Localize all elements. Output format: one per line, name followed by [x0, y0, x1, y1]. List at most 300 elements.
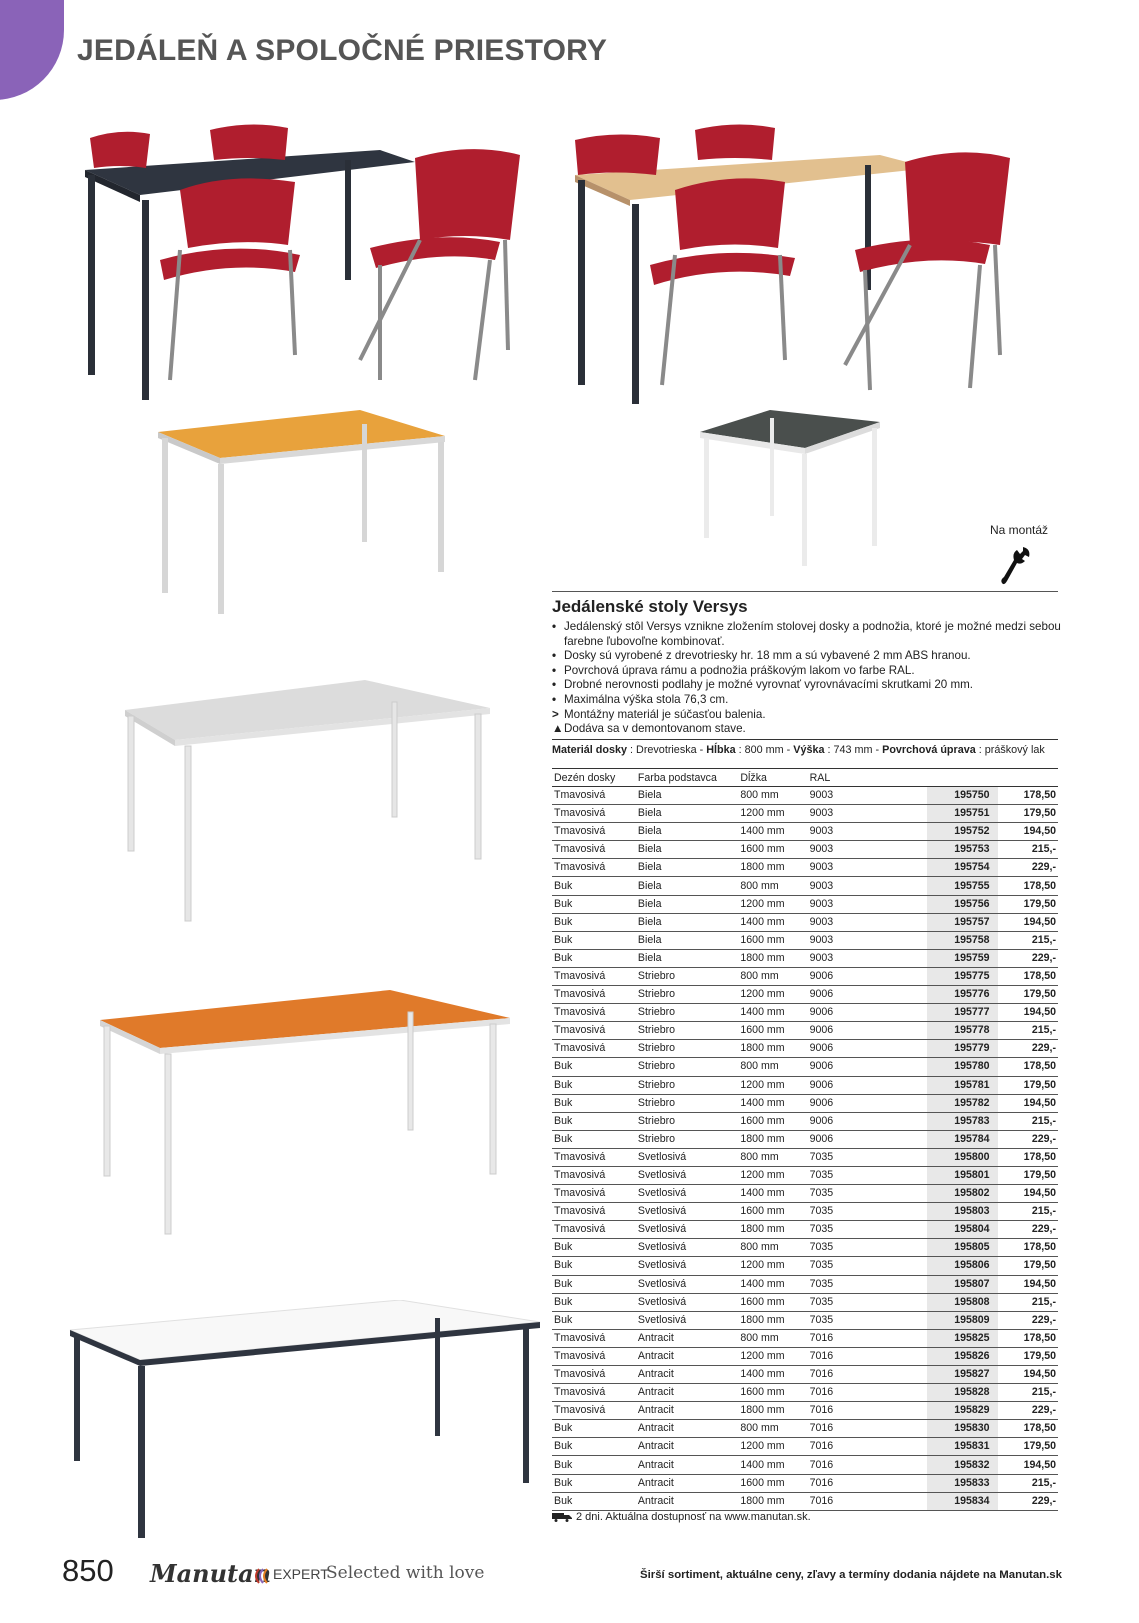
- cell-length: 1600 mm: [738, 1293, 807, 1311]
- cell-price: 215,-: [998, 1112, 1058, 1130]
- page-title: JEDÁLEŇ A SPOLOČNÉ PRIESTORY: [77, 34, 608, 67]
- cell-board: Tmavosivá: [552, 1329, 636, 1347]
- cell-frame: Biela: [636, 949, 738, 967]
- cell-code: 195779: [927, 1040, 997, 1058]
- cell-length: 1200 mm: [738, 1347, 807, 1365]
- cell-code: 195781: [927, 1076, 997, 1094]
- cell-board: Buk: [552, 1311, 636, 1329]
- cell-length: 1400 mm: [738, 1185, 807, 1203]
- cell-ral: 9003: [808, 805, 928, 823]
- cell-code: 195776: [927, 986, 997, 1004]
- cell-price: 179,50: [998, 805, 1058, 823]
- cell-price: 229,-: [998, 1040, 1058, 1058]
- table-row: [552, 787, 1058, 805]
- cell-code: 195750: [927, 787, 997, 805]
- table-row: [552, 986, 1058, 1004]
- cell-length: 1200 mm: [738, 1076, 807, 1094]
- cell-code: 195775: [927, 967, 997, 985]
- cell-ral: 9003: [808, 895, 928, 913]
- cell-board: Tmavosivá: [552, 1203, 636, 1221]
- cell-length: 1400 mm: [738, 1275, 807, 1293]
- cell-price: 229,-: [998, 949, 1058, 967]
- cell-code: 195802: [927, 1185, 997, 1203]
- cell-code: 195829: [927, 1402, 997, 1420]
- cell-code: 195806: [927, 1257, 997, 1275]
- cell-frame: Svetlosivá: [636, 1185, 738, 1203]
- cell-frame: Svetlosivá: [636, 1293, 738, 1311]
- table-row: [552, 913, 1058, 931]
- cell-ral: 9006: [808, 1112, 928, 1130]
- cell-ral: 9006: [808, 1022, 928, 1040]
- availability-note: 2 dni. Aktuálna dostupnosť na www.manutan.sk.: [552, 1511, 811, 1523]
- cell-price: 178,50: [998, 1058, 1058, 1076]
- cell-frame: Svetlosivá: [636, 1221, 738, 1239]
- table-row: [552, 823, 1058, 841]
- table-row: [552, 877, 1058, 895]
- cell-board: Buk: [552, 1239, 636, 1257]
- table-row: [552, 1420, 1058, 1438]
- cell-board: Tmavosivá: [552, 787, 636, 805]
- cell-code: 195777: [927, 1004, 997, 1022]
- cell-frame: Striebro: [636, 1040, 738, 1058]
- table-row: [552, 1329, 1058, 1347]
- cell-code: 195753: [927, 841, 997, 859]
- cell-length: 1800 mm: [738, 1040, 807, 1058]
- cell-ral: 7016: [808, 1456, 928, 1474]
- cell-code: 195825: [927, 1329, 997, 1347]
- cell-price: 229,-: [998, 1492, 1058, 1510]
- table-row: [552, 1438, 1058, 1456]
- cell-ral: 7016: [808, 1347, 928, 1365]
- cell-ral: 7035: [808, 1148, 928, 1166]
- cell-price: 229,-: [998, 1311, 1058, 1329]
- dining-set-dark-photo: [80, 120, 540, 400]
- cell-code: 195801: [927, 1166, 997, 1184]
- cell-frame: Antracit: [636, 1366, 738, 1384]
- cell-ral: 9003: [808, 913, 928, 931]
- cell-ral: 9006: [808, 1130, 928, 1148]
- table-grey-white-photo: [110, 680, 510, 930]
- cell-length: 800 mm: [738, 967, 807, 985]
- cell-price: 215,-: [998, 1293, 1058, 1311]
- cell-length: 1800 mm: [738, 1492, 807, 1510]
- table-row: [552, 1402, 1058, 1420]
- table-row: [552, 859, 1058, 877]
- cell-board: Buk: [552, 949, 636, 967]
- cell-length: 1400 mm: [738, 913, 807, 931]
- cell-price: 229,-: [998, 1221, 1058, 1239]
- cell-length: 800 mm: [738, 1058, 807, 1076]
- cell-length: 1400 mm: [738, 1366, 807, 1384]
- cell-code: 195778: [927, 1022, 997, 1040]
- cell-board: Buk: [552, 1112, 636, 1130]
- cell-length: 1200 mm: [738, 1438, 807, 1456]
- table-row: [552, 1257, 1058, 1275]
- cell-price: 178,50: [998, 1329, 1058, 1347]
- cell-code: 195752: [927, 823, 997, 841]
- cell-ral: 9003: [808, 859, 928, 877]
- cell-length: 1200 mm: [738, 1166, 807, 1184]
- cell-length: 1600 mm: [738, 1203, 807, 1221]
- cell-code: 195828: [927, 1384, 997, 1402]
- cell-code: 195751: [927, 805, 997, 823]
- corner-accent: [0, 0, 64, 100]
- cell-ral: 7035: [808, 1293, 928, 1311]
- cell-board: Tmavosivá: [552, 1022, 636, 1040]
- cell-board: Buk: [552, 1076, 636, 1094]
- cell-price: 194,50: [998, 1275, 1058, 1293]
- cell-ral: 7035: [808, 1166, 928, 1184]
- logo-waves-icon: [251, 1566, 271, 1586]
- cell-frame: Antracit: [636, 1456, 738, 1474]
- cell-board: Tmavosivá: [552, 1347, 636, 1365]
- feature-item: ▲ Dodáva sa v demontovanom stave.: [552, 722, 746, 736]
- cell-code: 195805: [927, 1239, 997, 1257]
- cell-price: 178,50: [998, 1239, 1058, 1257]
- table-row: [552, 841, 1058, 859]
- cell-length: 1600 mm: [738, 931, 807, 949]
- cell-frame: Svetlosivá: [636, 1239, 738, 1257]
- cell-board: Tmavosivá: [552, 1166, 636, 1184]
- column-header: RAL: [808, 769, 928, 787]
- cell-frame: Antracit: [636, 1384, 738, 1402]
- cell-length: 1600 mm: [738, 1022, 807, 1040]
- cell-price: 179,50: [998, 1076, 1058, 1094]
- cell-price: 178,50: [998, 877, 1058, 895]
- cell-length: 1200 mm: [738, 805, 807, 823]
- cell-price: 215,-: [998, 931, 1058, 949]
- cell-ral: 7035: [808, 1221, 928, 1239]
- cell-price: 215,-: [998, 1474, 1058, 1492]
- cell-board: Buk: [552, 1438, 636, 1456]
- cell-ral: 7016: [808, 1474, 928, 1492]
- table-row: [552, 1293, 1058, 1311]
- cell-code: 195834: [927, 1492, 997, 1510]
- cell-ral: 9006: [808, 1076, 928, 1094]
- cell-code: 195832: [927, 1456, 997, 1474]
- cell-length: 1800 mm: [738, 1402, 807, 1420]
- cell-ral: 9003: [808, 787, 928, 805]
- table-row: [552, 895, 1058, 913]
- cell-frame: Biela: [636, 787, 738, 805]
- cell-price: 178,50: [998, 967, 1058, 985]
- cell-frame: Biela: [636, 931, 738, 949]
- product-title: Jedálenské stoly Versys: [552, 597, 748, 616]
- table-row: [552, 1166, 1058, 1184]
- cell-ral: 7016: [808, 1329, 928, 1347]
- cell-board: Buk: [552, 1094, 636, 1112]
- table-row: [552, 1058, 1058, 1076]
- cell-ral: 9006: [808, 1058, 928, 1076]
- cell-board: Tmavosivá: [552, 967, 636, 985]
- cell-ral: 9003: [808, 877, 928, 895]
- cell-ral: 9003: [808, 931, 928, 949]
- cell-code: 195803: [927, 1203, 997, 1221]
- tagline: Selected with love: [326, 1563, 485, 1583]
- cell-board: Tmavosivá: [552, 805, 636, 823]
- cell-ral: 7035: [808, 1311, 928, 1329]
- cell-frame: Antracit: [636, 1402, 738, 1420]
- column-header: Dezén dosky: [552, 769, 636, 787]
- cell-board: Tmavosivá: [552, 841, 636, 859]
- cell-board: Tmavosivá: [552, 1148, 636, 1166]
- cell-length: 800 mm: [738, 1239, 807, 1257]
- cell-board: Buk: [552, 931, 636, 949]
- cell-frame: Striebro: [636, 1004, 738, 1022]
- cell-ral: 7016: [808, 1384, 928, 1402]
- page-number: 850: [62, 1553, 114, 1588]
- section-divider: [552, 591, 1058, 592]
- table-row: [552, 1185, 1058, 1203]
- cell-price: 229,-: [998, 1130, 1058, 1148]
- cell-code: 195804: [927, 1221, 997, 1239]
- table-white-anthracite-photo: [60, 1300, 550, 1540]
- cell-price: 194,50: [998, 1094, 1058, 1112]
- cell-code: 195809: [927, 1311, 997, 1329]
- feature-item: • Drobné nerovnosti podlahy je možné vyrovnať vyrovnávacími skrutkami 20 mm.: [552, 678, 974, 692]
- cell-ral: 7035: [808, 1257, 928, 1275]
- cell-ral: 7016: [808, 1402, 928, 1420]
- cell-frame: Biela: [636, 859, 738, 877]
- cell-length: 1800 mm: [738, 949, 807, 967]
- table-row: [552, 1347, 1058, 1365]
- cell-frame: Svetlosivá: [636, 1275, 738, 1293]
- cell-length: 1200 mm: [738, 895, 807, 913]
- cell-frame: Biela: [636, 877, 738, 895]
- cell-code: 195807: [927, 1275, 997, 1293]
- cell-frame: Striebro: [636, 986, 738, 1004]
- cell-board: Tmavosivá: [552, 859, 636, 877]
- cell-frame: Antracit: [636, 1420, 738, 1438]
- cell-ral: 7016: [808, 1420, 928, 1438]
- cell-length: 1600 mm: [738, 1112, 807, 1130]
- cell-code: 195833: [927, 1474, 997, 1492]
- cell-frame: Biela: [636, 913, 738, 931]
- cell-frame: Antracit: [636, 1329, 738, 1347]
- table-beech-white-photo: [150, 410, 460, 630]
- cell-code: 195759: [927, 949, 997, 967]
- cell-code: 195780: [927, 1058, 997, 1076]
- cell-code: 195784: [927, 1130, 997, 1148]
- cell-length: 1800 mm: [738, 859, 807, 877]
- table-row: [552, 1203, 1058, 1221]
- cell-board: Tmavosivá: [552, 1004, 636, 1022]
- cell-length: 800 mm: [738, 877, 807, 895]
- cell-ral: 9006: [808, 1040, 928, 1058]
- cell-board: Buk: [552, 1058, 636, 1076]
- cell-price: 194,50: [998, 823, 1058, 841]
- feature-list: [552, 620, 1062, 737]
- feature-item: > Montážny materiál je súčasťou balenia.: [552, 707, 766, 721]
- table-row: [552, 1094, 1058, 1112]
- cell-board: Buk: [552, 895, 636, 913]
- table-row: [552, 1275, 1058, 1293]
- feature-item: • Dosky sú vyrobené z drevotriesky hr. 18 mm a sú vybavené 2 mm ABS hranou.: [552, 649, 971, 663]
- product-table: [552, 768, 1058, 1511]
- table-row: [552, 1004, 1058, 1022]
- cell-frame: Striebro: [636, 1022, 738, 1040]
- cell-board: Buk: [552, 1257, 636, 1275]
- cell-frame: Biela: [636, 841, 738, 859]
- table-row: [552, 1112, 1058, 1130]
- expert-label: EXPERT: [273, 1566, 329, 1582]
- cell-code: 195782: [927, 1094, 997, 1112]
- cell-board: Buk: [552, 877, 636, 895]
- table-row: [552, 931, 1058, 949]
- cell-length: 1800 mm: [738, 1221, 807, 1239]
- cell-board: Buk: [552, 1130, 636, 1148]
- table-row: [552, 949, 1058, 967]
- truck-icon: [552, 1512, 572, 1522]
- cell-ral: 7035: [808, 1239, 928, 1257]
- table-row: [552, 1492, 1058, 1510]
- cell-ral: 9003: [808, 949, 928, 967]
- table-row: [552, 1366, 1058, 1384]
- cell-frame: Biela: [636, 895, 738, 913]
- cell-price: 179,50: [998, 986, 1058, 1004]
- cell-code: 195831: [927, 1438, 997, 1456]
- cell-ral: 7035: [808, 1185, 928, 1203]
- table-row: [552, 1311, 1058, 1329]
- cell-frame: Striebro: [636, 1112, 738, 1130]
- cell-frame: Striebro: [636, 967, 738, 985]
- table-row: [552, 1474, 1058, 1492]
- cell-frame: Biela: [636, 805, 738, 823]
- cell-price: 194,50: [998, 1366, 1058, 1384]
- table-row: [552, 1148, 1058, 1166]
- cell-code: 195755: [927, 877, 997, 895]
- cell-board: Tmavosivá: [552, 986, 636, 1004]
- cell-length: 1400 mm: [738, 1004, 807, 1022]
- cell-board: Tmavosivá: [552, 1221, 636, 1239]
- table-row: [552, 1239, 1058, 1257]
- cell-length: 800 mm: [738, 1329, 807, 1347]
- cell-ral: 9003: [808, 841, 928, 859]
- column-header: [927, 769, 997, 787]
- table-square-grey-photo: [700, 410, 920, 590]
- cell-price: 194,50: [998, 913, 1058, 931]
- cell-frame: Svetlosivá: [636, 1148, 738, 1166]
- cell-price: 178,50: [998, 787, 1058, 805]
- cell-board: Tmavosivá: [552, 823, 636, 841]
- cell-frame: Svetlosivá: [636, 1257, 738, 1275]
- cell-price: 179,50: [998, 1438, 1058, 1456]
- cell-price: 179,50: [998, 1166, 1058, 1184]
- cell-ral: 7016: [808, 1438, 928, 1456]
- cell-price: 215,-: [998, 1022, 1058, 1040]
- cell-code: 195826: [927, 1347, 997, 1365]
- cell-frame: Striebro: [636, 1076, 738, 1094]
- table-row: [552, 1022, 1058, 1040]
- cell-ral: 9003: [808, 823, 928, 841]
- cell-length: 1200 mm: [738, 1257, 807, 1275]
- cell-frame: Svetlosivá: [636, 1311, 738, 1329]
- cell-length: 1400 mm: [738, 1456, 807, 1474]
- cell-price: 179,50: [998, 1347, 1058, 1365]
- feature-item: • Jedálenský stôl Versys vznikne zložením stolovej dosky a podnožia, ktoré je možné medzi sebou farebne ľubovoľne kombinovať.: [552, 620, 1061, 648]
- spec-line: Materiál dosky : Drevotrieska - Hĺbka : 800 mm - Výška : 743 mm - Povrchová úprava : práškový lak: [552, 739, 1058, 762]
- cell-length: 1600 mm: [738, 1384, 807, 1402]
- cell-price: 215,-: [998, 1203, 1058, 1221]
- cell-price: 179,50: [998, 895, 1058, 913]
- cell-length: 800 mm: [738, 1420, 807, 1438]
- cell-board: Tmavosivá: [552, 1402, 636, 1420]
- table-row: [552, 1456, 1058, 1474]
- cell-length: 1600 mm: [738, 1474, 807, 1492]
- cell-ral: 7016: [808, 1366, 928, 1384]
- cell-price: 229,-: [998, 1402, 1058, 1420]
- cell-price: 194,50: [998, 1185, 1058, 1203]
- table-row: [552, 967, 1058, 985]
- cell-length: 1800 mm: [738, 1130, 807, 1148]
- cell-board: Buk: [552, 1293, 636, 1311]
- column-header: Farba podstavca: [636, 769, 738, 787]
- cell-code: 195754: [927, 859, 997, 877]
- cell-frame: Svetlosivá: [636, 1203, 738, 1221]
- table-row: [552, 1076, 1058, 1094]
- column-header: [998, 769, 1058, 787]
- cell-price: 178,50: [998, 1148, 1058, 1166]
- cell-length: 1400 mm: [738, 823, 807, 841]
- wrench-icon: [1001, 545, 1031, 587]
- column-header: Dĺžka: [738, 769, 807, 787]
- table-cherry-white-photo: [90, 990, 520, 1240]
- cell-ral: 9006: [808, 1004, 928, 1022]
- cell-board: Tmavosivá: [552, 1384, 636, 1402]
- montaz-label: Na montáž: [990, 523, 1049, 537]
- cell-frame: Antracit: [636, 1438, 738, 1456]
- cell-code: 195756: [927, 895, 997, 913]
- cell-ral: 9006: [808, 967, 928, 985]
- cell-code: 195758: [927, 931, 997, 949]
- cell-price: 215,-: [998, 841, 1058, 859]
- cell-length: 1400 mm: [738, 1094, 807, 1112]
- cell-length: 800 mm: [738, 787, 807, 805]
- cell-price: 179,50: [998, 1257, 1058, 1275]
- cell-frame: Striebro: [636, 1094, 738, 1112]
- cell-price: 194,50: [998, 1004, 1058, 1022]
- table-header-row: [552, 769, 1058, 787]
- feature-item: • Povrchová úprava rámu a podnožia práškovým lakom vo farbe RAL.: [552, 663, 915, 677]
- cell-ral: 7035: [808, 1275, 928, 1293]
- cell-board: Buk: [552, 1275, 636, 1293]
- cell-frame: Biela: [636, 823, 738, 841]
- cell-code: 195827: [927, 1366, 997, 1384]
- cell-frame: Antracit: [636, 1474, 738, 1492]
- cell-ral: 9006: [808, 986, 928, 1004]
- cell-length: 1200 mm: [738, 986, 807, 1004]
- cell-board: Tmavosivá: [552, 1366, 636, 1384]
- table-row: [552, 1040, 1058, 1058]
- cell-code: 195783: [927, 1112, 997, 1130]
- cell-board: Tmavosivá: [552, 1185, 636, 1203]
- cell-length: 1800 mm: [738, 1311, 807, 1329]
- manutan-logo: Manutan: [150, 1559, 272, 1588]
- cell-ral: 7035: [808, 1203, 928, 1221]
- feature-item: • Maximálna výška stola 76,3 cm.: [552, 692, 729, 706]
- cell-ral: 7016: [808, 1492, 928, 1510]
- cell-length: 1600 mm: [738, 841, 807, 859]
- cell-ral: 9006: [808, 1094, 928, 1112]
- cell-board: Buk: [552, 1474, 636, 1492]
- cell-board: Buk: [552, 1456, 636, 1474]
- cell-frame: Svetlosivá: [636, 1166, 738, 1184]
- cell-price: 194,50: [998, 1456, 1058, 1474]
- table-row: [552, 1384, 1058, 1402]
- cell-frame: Striebro: [636, 1130, 738, 1148]
- cell-length: 800 mm: [738, 1148, 807, 1166]
- cell-board: Buk: [552, 1420, 636, 1438]
